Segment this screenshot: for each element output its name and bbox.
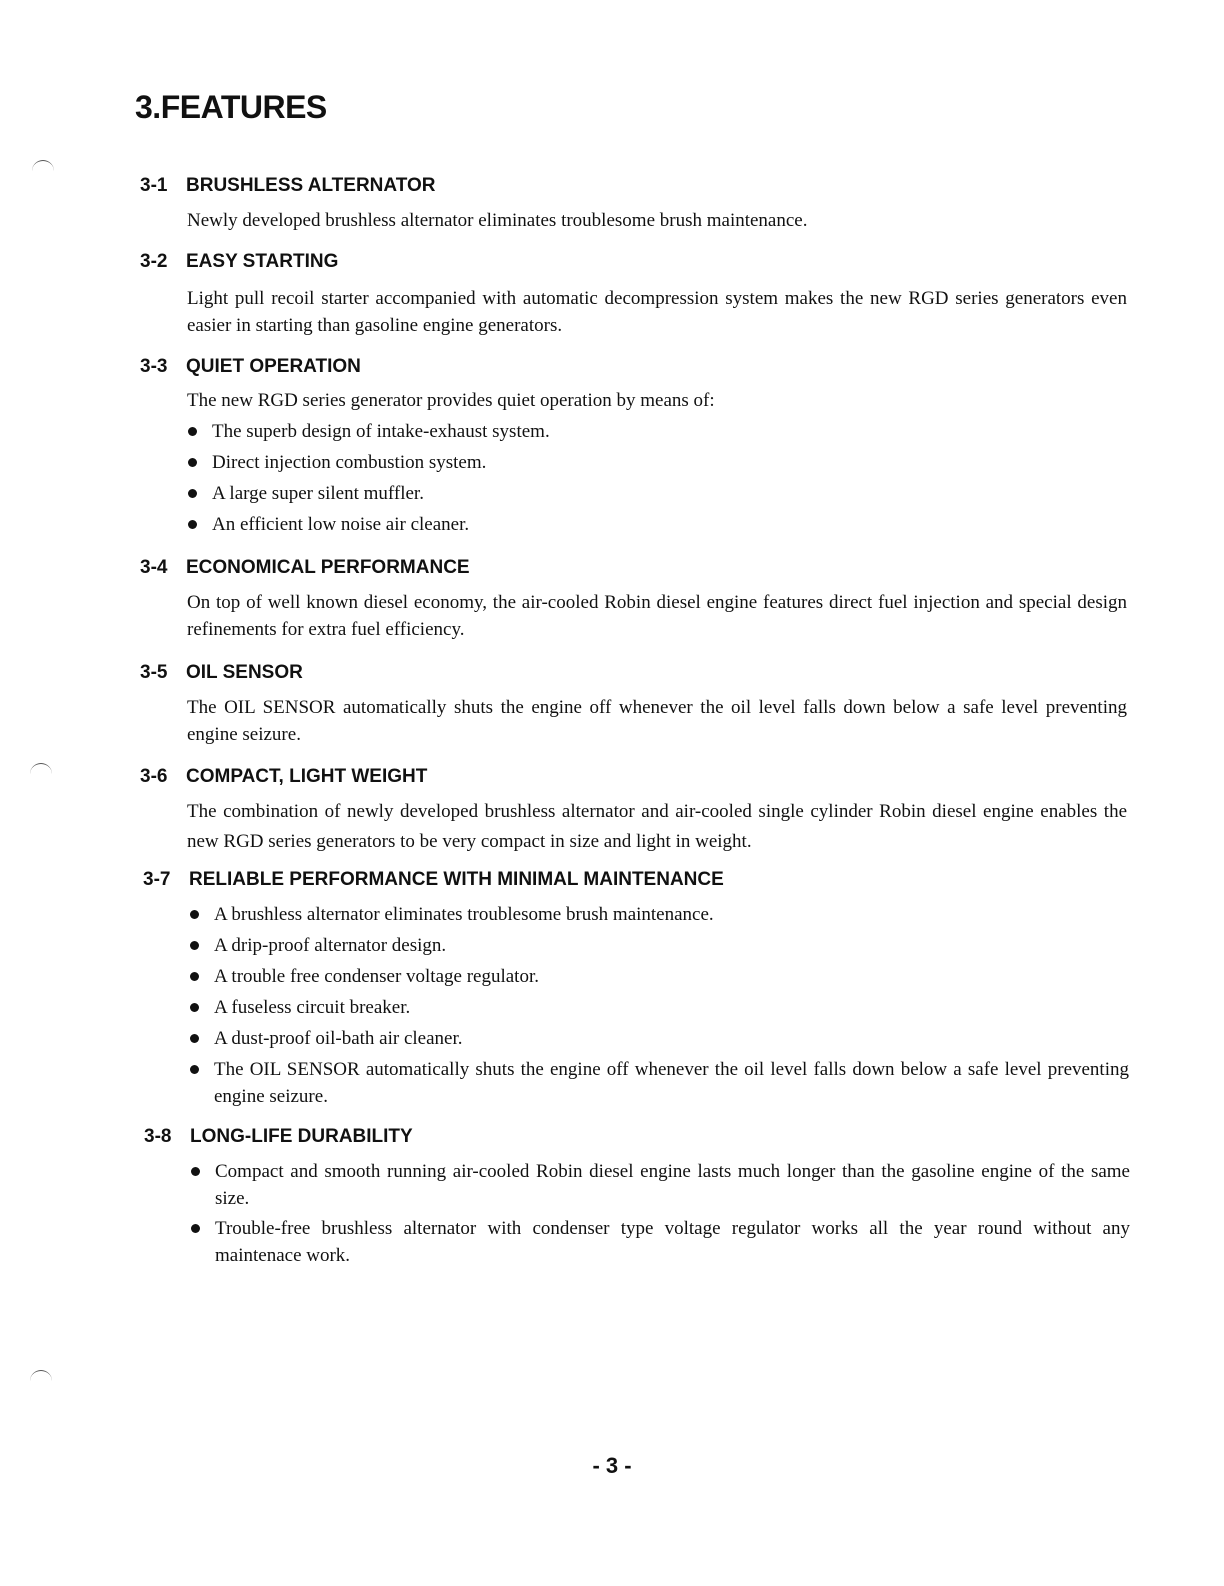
list-item: A large super silent muffler. <box>187 480 1127 507</box>
list-item: A drip-proof alternator design. <box>189 932 1129 959</box>
section-title: BRUSHLESS ALTERNATOR <box>186 175 436 196</box>
list-item: Trouble-free brushless alternator with condenser type voltage regulator works all the year round without any maintenace work. <box>190 1215 1130 1269</box>
section-number: 3-4 <box>140 557 168 578</box>
list-item: The superb design of intake-exhaust system. <box>187 418 1127 445</box>
section-number: 3-3 <box>140 356 168 377</box>
list-item: A brushless alternator eliminates troublesome brush maintenance. <box>189 901 1129 928</box>
section-title: ECONOMICAL PERFORMANCE <box>186 557 470 578</box>
section-heading-3-4 <box>140 556 470 580</box>
section-heading-3-5 <box>140 661 303 685</box>
section-heading-3-1 <box>140 174 435 198</box>
bullet-list-3-3 <box>187 418 1127 542</box>
page-number: - 3 - <box>592 1453 632 1478</box>
section-paragraph-3-1: Newly developed brushless alternator eliminates troublesome brush maintenance. <box>187 210 808 231</box>
list-item: A trouble free condenser voltage regulator. <box>189 963 1129 990</box>
section-paragraph-3-3: The new RGD series generator provides quiet operation by means of: <box>187 390 715 411</box>
section-heading-3-6 <box>140 765 427 789</box>
section-title: QUIET OPERATION <box>186 356 361 377</box>
section-number: 3-8 <box>144 1126 172 1147</box>
section-title: COMPACT, LIGHT WEIGHT <box>186 766 428 787</box>
section-title: LONG-LIFE DURABILITY <box>190 1126 413 1147</box>
scan-mark <box>32 160 54 171</box>
section-number: 3-2 <box>140 251 168 272</box>
section-paragraph-3-4: On top of well known diesel economy, the air-cooled Robin diesel engine features direct fuel injection and special design refinements for extra fuel efficiency. <box>187 592 1127 640</box>
page-title: 3.FEATURES <box>135 89 327 125</box>
list-item: Compact and smooth running air-cooled Robin diesel engine lasts much longer than the gasoline engine of the same size. <box>190 1158 1130 1212</box>
list-item: A fuseless circuit breaker. <box>189 994 1129 1021</box>
section-title: RELIABLE PERFORMANCE WITH MINIMAL MAINTENANCE <box>189 869 724 890</box>
list-item: Direct injection combustion system. <box>187 449 1127 476</box>
section-heading-3-2 <box>140 250 338 274</box>
bullet-list-3-7 <box>189 901 1129 1114</box>
section-paragraph-3-5: The OIL SENSOR automatically shuts the engine off whenever the oil level falls down below a safe level preventing engine seizure. <box>187 697 1127 745</box>
section-paragraph-3-2: Light pull recoil starter accompanied with automatic decompression system makes the new RGD series generators even easier in starting than gasoline engine generators. <box>187 288 1127 336</box>
scan-mark <box>30 763 52 774</box>
section-number: 3-5 <box>140 662 168 683</box>
list-item: A dust-proof oil-bath air cleaner. <box>189 1025 1129 1052</box>
section-title: OIL SENSOR <box>186 662 303 683</box>
section-paragraph-3-6: The combination of newly developed brushless alternator and air-cooled single cylinder Robin diesel engine enables the new RGD series generators to be very compact in size and light in weight. <box>187 801 1127 852</box>
section-number: 3-1 <box>140 175 168 196</box>
list-item: An efficient low noise air cleaner. <box>187 511 1127 538</box>
section-heading-3-3 <box>140 355 361 379</box>
section-heading-3-8 <box>144 1125 413 1149</box>
section-number: 3-6 <box>140 766 168 787</box>
section-heading-3-7 <box>143 868 724 892</box>
scan-mark <box>30 1370 52 1381</box>
section-title: EASY STARTING <box>186 251 339 272</box>
section-number: 3-7 <box>143 869 171 890</box>
bullet-list-3-8 <box>190 1158 1130 1272</box>
list-item: The OIL SENSOR automatically shuts the engine off whenever the oil level falls down below a safe level preventing engine seizure. <box>189 1056 1129 1110</box>
